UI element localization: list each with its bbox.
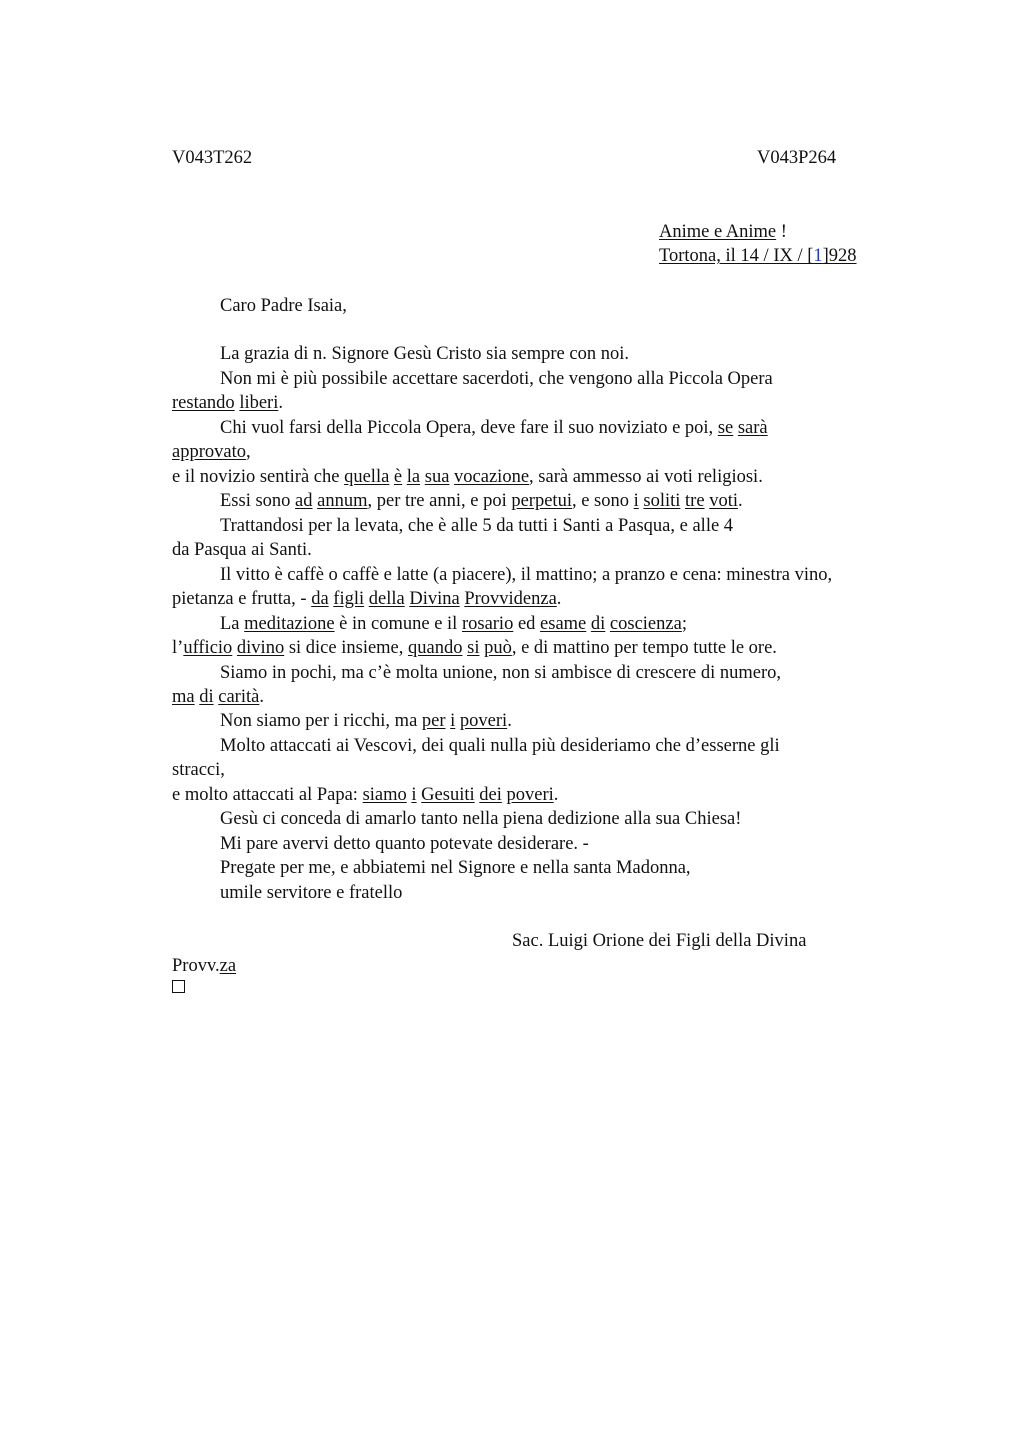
- body-line: [220, 489, 743, 513]
- underlined-word: poveri: [506, 785, 554, 805]
- underlined-word: può: [484, 638, 512, 658]
- underlined-word: voti: [709, 491, 738, 511]
- underlined-word: ad: [295, 491, 313, 511]
- signature-line: Sac. Luigi Orione dei Figli della Divina: [512, 931, 807, 951]
- underlined-word: tre: [685, 491, 705, 511]
- body-text: .: [259, 687, 264, 707]
- body-text: Essi sono: [220, 491, 296, 511]
- underlined-word: soliti: [643, 491, 681, 511]
- body-line: Il vitto è caffè o caffè e latte (a piacere), il mattino; a pranzo e cena: minestra vino,: [220, 565, 833, 585]
- body-text: ,: [245, 442, 251, 462]
- underlined-word: per: [421, 711, 446, 731]
- underlined-word: approvato: [172, 442, 246, 462]
- body-text: .: [553, 785, 559, 805]
- body-text: Chi vuol farsi della Piccola Opera, deve fare il suo noviziato e poi,: [220, 418, 718, 438]
- body-line: Gesù ci conceda di amarlo tanto nella piena dedizione alla sua Chiesa!: [220, 809, 742, 829]
- body-line: Siamo in pochi, ma c’è molta unione, non si ambisce di crescere di numero,: [220, 663, 782, 683]
- underlined-word: della: [368, 589, 405, 609]
- body-text: .: [278, 393, 283, 413]
- body-text: .: [737, 491, 743, 511]
- underlined-word: quando: [408, 638, 463, 658]
- underlined-word: ufficio: [183, 638, 233, 658]
- underlined-word: di: [199, 687, 214, 707]
- body-line: [220, 416, 768, 440]
- body-text: si dice insieme,: [284, 638, 409, 658]
- closing-line: umile servitore e fratello: [220, 883, 403, 903]
- underlined-word: divino: [236, 638, 285, 658]
- underlined-word: figli: [333, 589, 365, 609]
- body-text: e il novizio sentirà che: [172, 467, 345, 487]
- signature-continuation: [172, 954, 236, 978]
- body-line: [172, 636, 777, 660]
- underlined-word: sua: [424, 467, 450, 487]
- body-line: Trattandosi per la levata, che è alle 5 da tutti i Santi a Pasqua, e alle 4: [220, 516, 734, 536]
- body-line: [172, 587, 561, 611]
- end-mark-box-icon: [172, 980, 185, 993]
- body-text: l’: [172, 638, 184, 658]
- underlined-word: za: [219, 956, 237, 976]
- body-line: La grazia di n. Signore Gesù Cristo sia sempre con noi.: [220, 344, 629, 364]
- motto: [659, 220, 787, 244]
- document-code-right: V043P264: [757, 148, 837, 168]
- body-text: .: [556, 589, 562, 609]
- body-text: , e sono: [571, 491, 634, 511]
- body-line: Mi pare avervi detto quanto potevate desiderare. -: [220, 834, 589, 854]
- underlined-word: perpetui: [511, 491, 572, 511]
- underlined-word: esame: [540, 614, 587, 634]
- body-text: ed: [513, 614, 541, 634]
- body-text: Non siamo per i ricchi, ma: [220, 711, 422, 731]
- underlined-word: poveri: [459, 711, 508, 731]
- underlined-word: ma: [172, 687, 195, 707]
- motto-mark: !: [776, 222, 787, 242]
- underlined-word: dei: [479, 785, 502, 805]
- date-text: Tortona, il 14 / IX / [: [659, 246, 814, 266]
- underlined-word: vocazione: [454, 467, 530, 487]
- salutation: Caro Padre Isaia,: [220, 296, 347, 316]
- underlined-word: siamo: [362, 785, 407, 805]
- body-line: da Pasqua ai Santi.: [172, 540, 312, 560]
- body-text: pietanza e frutta, -: [172, 589, 312, 609]
- body-text: .: [507, 711, 512, 731]
- body-line: [172, 440, 251, 464]
- underlined-word: di: [590, 614, 606, 634]
- body-text: , e di mattino per tempo tutte le ore.: [511, 638, 777, 658]
- body-line: Non mi è più possibile accettare sacerdoti, che vengono alla Piccola Opera: [220, 369, 773, 389]
- date-bracket-digit: 1: [813, 246, 823, 266]
- body-line: [172, 465, 763, 489]
- body-line: Pregate per me, e abbiatemi nel Signore e nella santa Madonna,: [220, 858, 691, 878]
- underlined-word: se: [717, 418, 734, 438]
- body-text: , sarà ammesso ai voti religiosi.: [529, 467, 763, 487]
- underlined-word: si: [467, 638, 480, 658]
- body-text: , per tre anni, e poi: [367, 491, 512, 511]
- underlined-word: coscienza: [609, 614, 682, 634]
- underlined-word: la: [406, 467, 421, 487]
- underlined-word: da: [311, 589, 329, 609]
- body-line: [220, 612, 687, 636]
- body-line: [220, 709, 512, 733]
- body-text: e molto attaccati al Papa:: [172, 785, 363, 805]
- body-text: La: [220, 614, 245, 634]
- date-year: ]928: [822, 246, 857, 266]
- underlined-word: meditazione: [244, 614, 335, 634]
- motto-text: Anime e Anime: [659, 222, 777, 242]
- body-text: è in comune e il: [334, 614, 462, 634]
- body-text: Provv.: [172, 956, 220, 976]
- underlined-word: sarà: [737, 418, 768, 438]
- body-line: Molto attaccati ai Vescovi, dei quali nulla più desideriamo che d’esserne gli: [220, 736, 780, 756]
- underlined-word: quella: [344, 467, 390, 487]
- body-line: [172, 685, 264, 709]
- underlined-word: restando: [172, 393, 235, 413]
- body-line: [172, 391, 283, 415]
- underlined-word: è: [393, 467, 403, 487]
- underlined-word: Divina: [409, 589, 460, 609]
- underlined-word: i: [411, 785, 417, 805]
- underlined-word: i: [633, 491, 639, 511]
- body-line: [172, 783, 558, 807]
- underlined-word: rosario: [461, 614, 514, 634]
- underlined-word: Provvidenza: [464, 589, 557, 609]
- underlined-word: carità: [218, 687, 260, 707]
- underlined-word: annum: [317, 491, 368, 511]
- underlined-word: liberi: [239, 393, 279, 413]
- document-code-left: V043T262: [172, 148, 253, 168]
- date-line: [659, 244, 857, 268]
- body-line: stracci,: [172, 760, 225, 780]
- underlined-word: Gesuiti: [421, 785, 475, 805]
- body-text: ;: [681, 614, 687, 634]
- underlined-word: i: [450, 711, 456, 731]
